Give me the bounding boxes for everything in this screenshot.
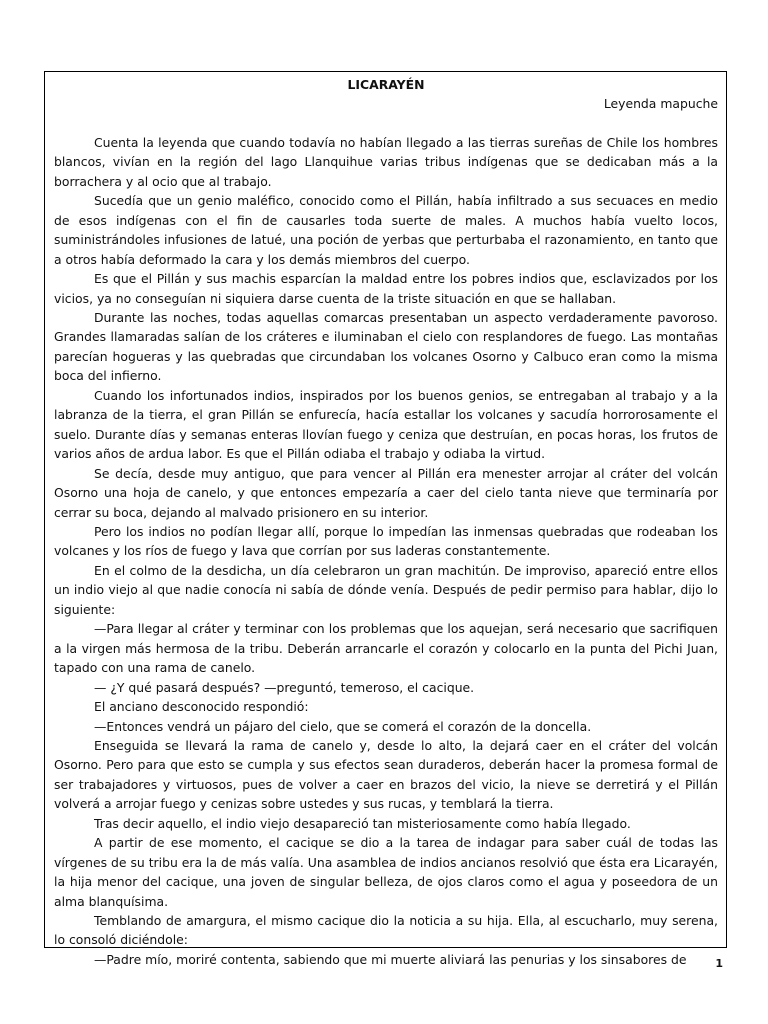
paragraph: Sucedía que un genio maléfico, conocido como el Pillán, había infiltrado a sus secuaces en medio de esos indígenas con el fin de causarles toda suerte de males. A muchos había vuelto locos, suministrándoles infusiones de latué, una poción de yerbas que perturbaba el razonamiento, en tanto que a otros había deformado la cara y los demás miembros del cuerpo. [54, 193, 718, 267]
document-subtitle: Leyenda mapuche [603, 96, 718, 112]
paragraph: Durante las noches, todas aquellas comarcas presentaban un aspecto verdaderamente pavoroso. Grandes llamaradas salían de los cráteres e iluminaban el cielo con resplandores de fuego. Las montañas parecían hogueras y las quebradas que circundaban los volcanes Osorno y Calbuco eran como la misma boca del infierno. [54, 309, 718, 384]
paragraph: —Entonces vendrá un pájaro del cielo, que se comerá el corazón de la doncella. [94, 718, 592, 734]
page-number: 1 [715, 957, 723, 970]
document-content [54, 75, 718, 969]
paragraph: Es que el Pillán y sus machis esparcían la maldad entre los pobres indios que, esclavizados por los vicios, ya no conseguían ni siquiera darse cuenta de la triste situación en que se hallaban. [54, 271, 718, 306]
paragraph: —Para llegar al cráter y terminar con los problemas que los aquejan, será necesario que sacrifiquen a la virgen más hermosa de la tribu. Deberán arrancarle el corazón y colocarlo en la punta del Pichi Juan, tapado con una rama de canelo. [54, 621, 718, 676]
paragraph: Enseguida se llevará la rama de canelo y, desde lo alto, la dejará caer en el cráter del volcán Osorno. Pero para que esto se cumpla y sus efectos sean duraderos, deberán hacer la promesa formal de ser trabajadores y virtuosos, pues de volver a caer en brazos del vicio, la nieve se derretirá y el Pillán volverá a arrojar fuego y cenizas sobre ustedes y sus rucas, y temblará la tierra. [54, 737, 718, 812]
document-title: LICARAYÉN [347, 77, 425, 92]
paragraph: El anciano desconocido respondió: [94, 699, 309, 715]
paragraph: Se decía, desde muy antiguo, que para vencer al Pillán era menester arrojar al cráter del volcán Osorno una hoja de canelo, y que entonces empezaría a caer del cielo tanta nieve que terminaría por cerrar su boca, dejando al malvado prisionero en su interior. [54, 465, 718, 520]
paragraph: Pero los indios no podían llegar allí, porque lo impedían las inmensas quebradas que rodeaban los volcanes y los ríos de fuego y lava que corrían por sus laderas constantemente. [54, 523, 718, 559]
document-body [54, 133, 718, 969]
paragraph: Temblando de amargura, el mismo cacique dio la noticia a su hija. Ella, al escucharlo, muy serena, lo consoló diciéndole: [54, 913, 718, 948]
paragraph: A partir de ese momento, el cacique se dio a la tarea de indagar para saber cuál de todas las vírgenes de su tribu era la de más valía. Una asamblea de indios ancianos resolvió que ésta era Licarayén, la hija menor del cacique, una joven de singular belleza, de ojos claros como el agua y poseedora de un alma blanquísima. [54, 835, 718, 909]
paragraph: —Padre mío, moriré contenta, sabiendo que mi muerte aliviará las penurias y los sinsabores de [94, 951, 687, 967]
paragraph: Cuenta la leyenda que cuando todavía no habían llegado a las tierras sureñas de Chile los hombres blancos, vivían en la región del lago Llanquihue varias tribus indígenas que se dedicaban más a la borrachera y al ocio que al trabajo. [54, 134, 718, 189]
page-frame [44, 71, 727, 967]
paragraph: — ¿Y qué pasará después? —preguntó, temeroso, el cacique. [94, 679, 475, 695]
paragraph: Tras decir aquello, el indio viejo desapareció tan misteriosamente como había llegado. [94, 815, 631, 831]
paragraph: En el colmo de la desdicha, un día celebraron un gran machitún. De improviso, apareció entre ellos un indio viejo al que nadie conocía ni sabía de dónde venía. Después de pedir permiso para hablar, dijo lo siguiente: [54, 562, 718, 617]
paragraph: Cuando los infortunados indios, inspirados por los buenos genios, se entregaban al trabajo y a la labranza de la tierra, el gran Pillán se enfurecía, hacía estallar los volcanes y sacudía horrorosamente el suelo. Durante días y semanas enteras llovían fuego y ceniza que destruían, en pocas horas, los frutos de varios años de ardua labor. Es que el Pillán odiaba el trabajo y odiaba la virtud. [54, 387, 718, 462]
